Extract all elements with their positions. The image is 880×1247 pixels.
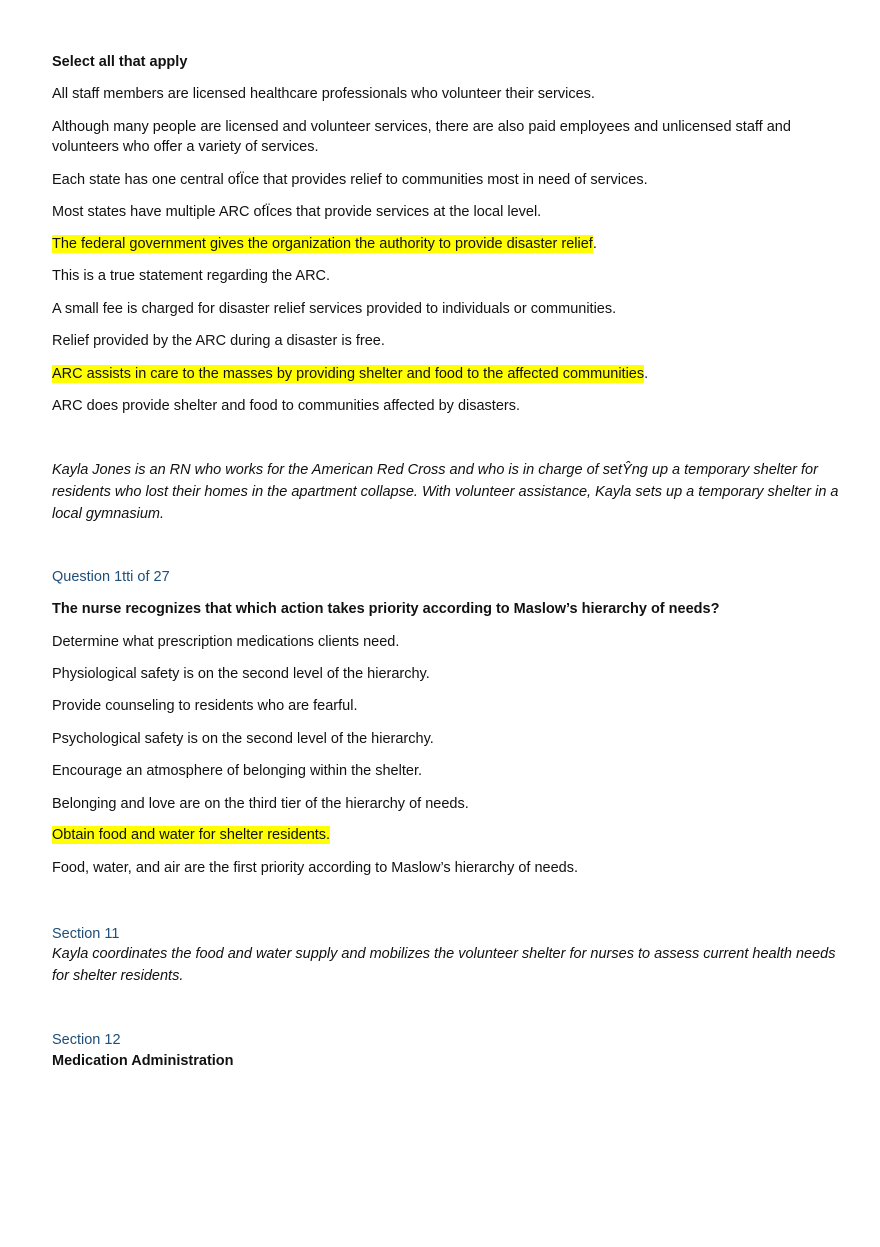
rationale-1: Although many people are licensed and volunteer services, there are also paid employees and unlicensed staff and volunteers who offer a variety of services. [52, 119, 791, 155]
highlighted-answer: ARC assists in care to the masses by providing shelter and food to the affected communities [52, 366, 645, 382]
q-option-4-correct [52, 825, 842, 845]
section-11-text: Kayla coordinates the food and water supply and mobilizes the volunteer shelter for nurses to assess current health needs for shelter residents. [52, 946, 836, 984]
question-stem: The nurse recognizes that which action takes priority according to Maslow’s hierarchy of needs? [52, 601, 720, 617]
section-11-label: Section 11 [52, 926, 120, 942]
instruction: Select all that apply [52, 54, 188, 70]
rationale-5: ARC does provide shelter and food to communities affected by disasters. [52, 398, 521, 414]
rationale-4: Relief provided by the ARC during a disaster is free. [52, 333, 385, 349]
option-2: Each state has one central ofÏce that provides relief to communities most in need of services. [52, 172, 648, 188]
rationale-3: This is a true statement regarding the ARC. [52, 268, 331, 284]
q-option-2: Provide counseling to residents who are fearful. [52, 698, 358, 714]
q-option-1: Determine what prescription medications clients need. [52, 634, 400, 650]
q-rationale-1: Physiological safety is on the second level of the hierarchy. [52, 666, 430, 682]
option-4: A small fee is charged for disaster relief services provided to individuals or communities. [52, 301, 617, 317]
option-1: All staff members are licensed healthcare professionals who volunteer their services. [52, 86, 595, 102]
rationale-2: Most states have multiple ARC ofÏces that provide services at the local level. [52, 204, 542, 220]
highlighted-answer: The federal government gives the organization the authority to provide disaster relief [52, 236, 593, 252]
q-rationale-2: Psychological safety is on the second level of the hierarchy. [52, 731, 434, 747]
q-rationale-4: Food, water, and air are the first priority according to Maslow’s hierarchy of needs. [52, 860, 579, 876]
period: . [644, 366, 649, 382]
section-12-label: Section 12 [52, 1032, 121, 1048]
q-option-3: Encourage an atmosphere of belonging within the shelter. [52, 763, 422, 779]
option-3-correct [52, 234, 842, 254]
period: . [592, 236, 597, 252]
section-12-title: Medication Administration [52, 1053, 234, 1069]
highlighted-answer: Obtain food and water for shelter residents. [52, 827, 331, 843]
question-label: Question 1tti of 27 [52, 569, 170, 585]
q-rationale-3: Belonging and love are on the third tier of the hierarchy of needs. [52, 796, 469, 812]
scenario-text: Kayla Jones is an RN who works for the American Red Cross and who is in charge of setŶng up a temporary shelter for residents who lost their homes in the apartment collapse. With volunteer assistance, Kayla sets up a temporary shelter in a local gymnasium. [52, 462, 839, 522]
option-5-correct [52, 364, 842, 384]
